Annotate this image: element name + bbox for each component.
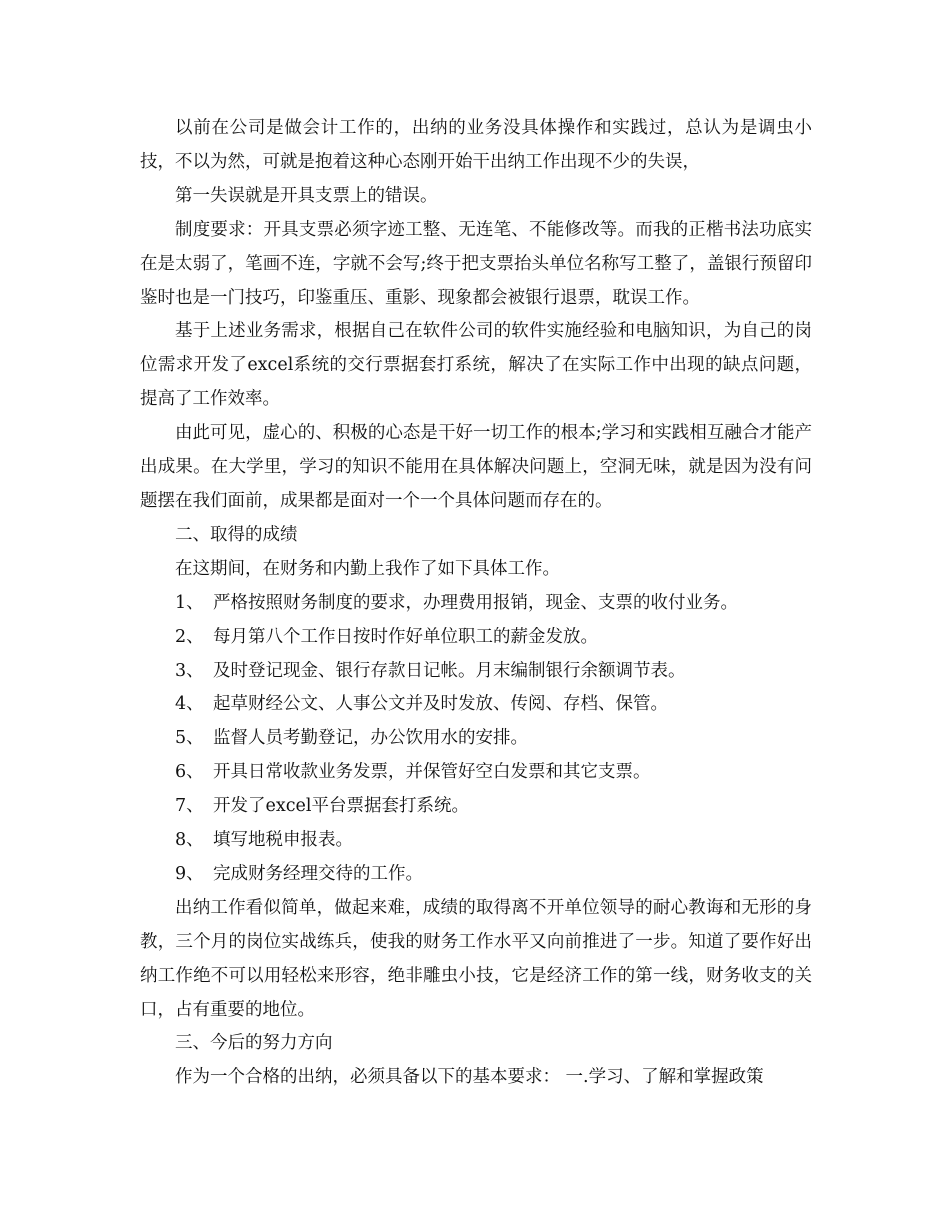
list-item-text: 严格按照财务制度的要求，办理费用报销，现金、支票的收付业务。 [213, 592, 738, 613]
list-item-number: 3、 [175, 660, 204, 681]
list-item [140, 756, 812, 790]
list-item-number: 4、 [175, 694, 204, 715]
list-item-text: 开发了excel平台票据套打系统。 [213, 796, 469, 817]
list-item-number: 6、 [175, 762, 204, 783]
list-item-text: 监督人员考勤登记，办公饮用水的安排。 [213, 728, 528, 749]
section-heading: 三、今后的努力方向 [175, 1033, 333, 1054]
paragraph: 第一失误就是开具支票上的错误。 [175, 185, 438, 206]
list-item-number: 1、 [175, 592, 204, 613]
list-item-text: 每月第八个工作日按时作好单位职工的薪金发放。 [213, 626, 598, 647]
paragraph: 制度要求：开具支票必须字迹工整、无连笔、不能修改等。而我的正楷书法功底实在是太弱了，笔画不连，字就不会写;终于把支票抬头单位名称写工整了，盖银行预留印鉴时也是一门技巧，印鉴重压、重影、现象都会被银行退票，耽误工作。 [140, 219, 812, 308]
paragraph: 由此可见，虚心的、积极的心态是干好一切工作的根本;学习和实践相互融合才能产出成果。在大学里，学习的知识不能用在具体解决问题上，空洞无味，就是因为没有问题摆在我们面前，成果都是面对一个一个具体问题而存在的。 [140, 423, 812, 511]
list-item-text: 完成财务经理交待的工作。 [213, 863, 423, 884]
list-item [140, 824, 812, 858]
list-item-text: 起草财经公文、人事公文并及时发放、传阅、存档、保管。 [213, 694, 668, 715]
list-item [140, 722, 812, 756]
list-item-number: 8、 [175, 830, 204, 851]
list-item-text: 填写地税申报表。 [213, 830, 353, 851]
list-item-number: 9、 [175, 863, 204, 884]
section-heading: 二、取得的成绩 [175, 524, 298, 545]
list-item [140, 858, 812, 892]
list-item-number: 2、 [175, 626, 204, 647]
list-item [140, 621, 812, 655]
list-item-text: 开具日常收款业务发票，并保管好空白发票和其它支票。 [213, 762, 651, 783]
document-body [140, 112, 812, 1095]
list-item [140, 587, 812, 621]
list-item [140, 655, 812, 689]
paragraph: 出纳工作看似简单，做起来难，成绩的取得离不开单位领导的耐心教诲和无形的身教，三个月的岗位实战练兵，使我的财务工作水平又向前推进了一步。知道了要作好出纳工作绝不可以用轻松来形容，绝非雕虫小技，它是经济工作的第一线，财务收支的关口，占有重要的地位。 [140, 897, 812, 1020]
list-item-number: 7、 [175, 796, 204, 817]
list-item [140, 688, 812, 722]
list-item-number: 5、 [175, 728, 204, 749]
paragraph: 基于上述业务需求，根据自己在软件公司的软件实施经验和电脑知识，为自己的岗位需求开发了excel系统的交行票据套打系统，解决了在实际工作中出现的缺点问题，提高了工作效率。 [140, 321, 812, 410]
section-intro: 在这期间，在财务和内勤上我作了如下具体工作。 [175, 558, 560, 579]
paragraph: 作为一个合格的出纳，必须具备以下的基本要求： 一.学习、了解和掌握政策 [175, 1067, 764, 1088]
paragraph: 以前在公司是做会计工作的，出纳的业务没具体操作和实践过，总认为是调虫小技，不以为然，可就是抱着这种心态刚开始干出纳工作出现不少的失误， [140, 118, 812, 172]
list-item [140, 790, 812, 824]
list-item-text: 及时登记现金、银行存款日记帐。月末编制银行余额调节表。 [213, 660, 686, 681]
